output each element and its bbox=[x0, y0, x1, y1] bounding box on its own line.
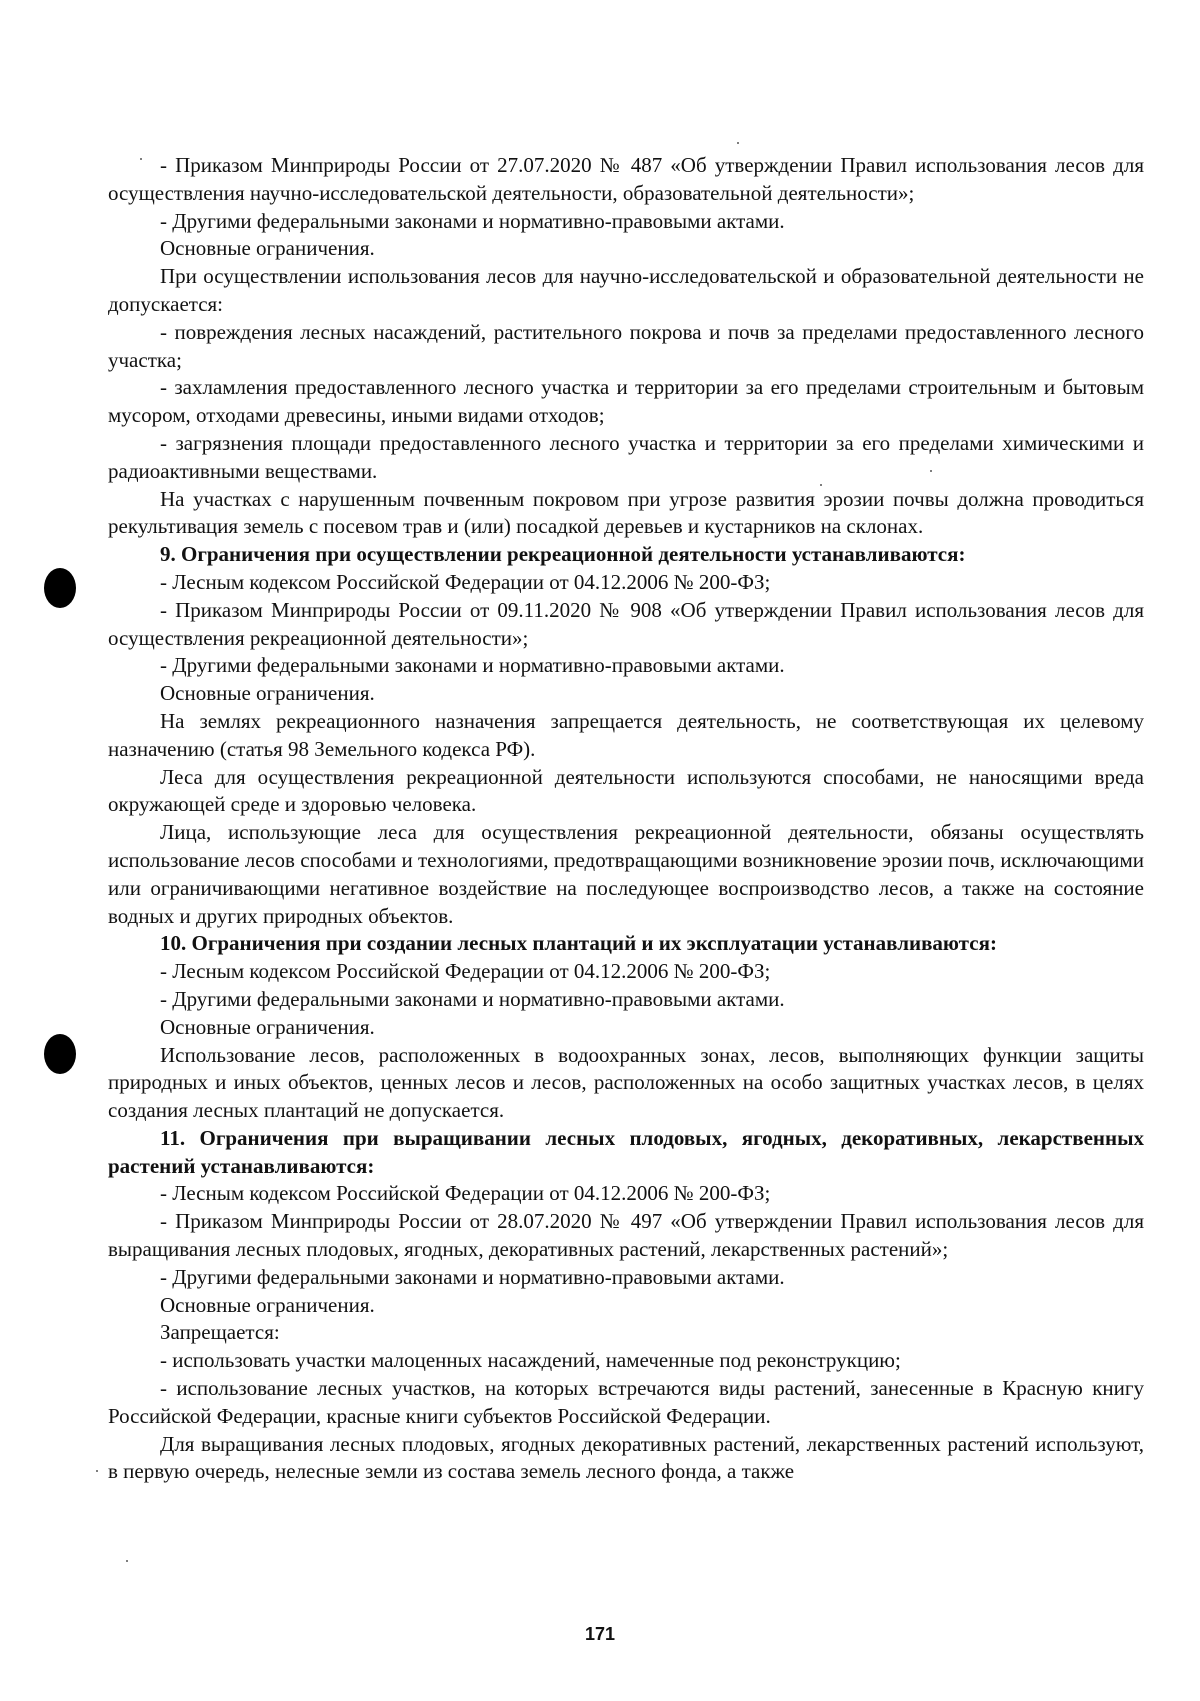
paragraph: Лица, использующие леса для осуществления рекреационной деятельности, обязаны осуществлять использование лесов способами и технологиями, предотвращающими возникновение эрозии почв, исключающими или ограничивающими негативное воздействие на последующее воспроизводство лесов, а также на состояние водных и других природных объектов. bbox=[108, 820, 1144, 928]
paragraph: Основные ограничения. bbox=[160, 1292, 375, 1317]
paragraph: - Другими федеральными законами и нормативно-правовыми актами. bbox=[160, 1264, 785, 1289]
paragraph: - Приказом Минприроды России от 09.11.2020 № 908 «Об утверждении Правил использования лесов для осуществления рекреационной деятельности»; bbox=[108, 597, 1144, 650]
paragraph: - захламления предоставленного лесного участка и территории за его пределами строительным и бытовым мусором, отходами древесины, иными видами отходов; bbox=[108, 375, 1144, 428]
paragraph: При осуществлении использования лесов для научно-исследовательской и образовательной деятельности не допускается: bbox=[108, 264, 1144, 316]
paragraph: - Другими федеральными законами и нормативно-правовыми актами. bbox=[160, 208, 785, 233]
paragraph: - повреждения лесных насаждений, растительного покрова и почв за пределами предоставленного лесного участка; bbox=[108, 319, 1144, 372]
punch-hole-top bbox=[44, 568, 76, 608]
paragraph: На участках с нарушенным почвенным покровом при угрозе развития эрозии почвы должна проводиться рекультивация земель с посевом трав и (или) посадкой деревьев и кустарников на склонах. bbox=[108, 486, 1144, 539]
section-heading: 9. Ограничения при осуществлении рекреационной деятельности устанавливаются: bbox=[160, 542, 966, 567]
paragraph: Основные ограничения. bbox=[160, 1014, 375, 1039]
paragraph: - Приказом Минприроды России от 28.07.2020 № 497 «Об утверждении Правил использования лесов для выращивания лесных плодовых, ягодных, декоративных растений, лекарственных растений»; bbox=[108, 1209, 1144, 1262]
paragraph: - загрязнения площади предоставленного лесного участка и территории за его пределами химическими и радиоактивными веществами. bbox=[108, 430, 1144, 483]
paragraph: Леса для осуществления рекреационной деятельности используются способами, не наносящими вреда окружающей среде и здоровью человека. bbox=[108, 764, 1144, 817]
paragraph: Использование лесов, расположенных в водоохранных зонах, лесов, выполняющих функции защиты природных и иных объектов, ценных лесов и лесов, расположенных на особо защитных участках лесов, в целях создания лесных плантаций не допускается. bbox=[108, 1042, 1144, 1123]
scan-speck bbox=[126, 1560, 128, 1562]
paragraph: На землях рекреационного назначения запрещается деятельность, не соответствующая их целевому назначению (статья 98 Земельного кодекса РФ). bbox=[108, 708, 1144, 761]
paragraph: Для выращивания лесных плодовых, ягодных декоративных растений, лекарственных растений используют, в первую очередь, нелесные земли из состава земель лесного фонда, а также bbox=[108, 1431, 1144, 1484]
paragraph: - Другими федеральными законами и нормативно-правовыми актами. bbox=[160, 986, 785, 1011]
paragraph: Запрещается: bbox=[160, 1320, 280, 1345]
paragraph: - Другими федеральными законами и нормативно-правовыми актами. bbox=[160, 653, 785, 678]
paragraph: - Лесным кодексом Российской Федерации от 04.12.2006 № 200-ФЗ; bbox=[160, 1181, 771, 1206]
document-body bbox=[108, 152, 1144, 1486]
punch-hole-bottom bbox=[44, 1034, 76, 1074]
paragraph: - Лесным кодексом Российской Федерации от 04.12.2006 № 200-ФЗ; bbox=[160, 959, 771, 984]
paragraph: - Лесным кодексом Российской Федерации от 04.12.2006 № 200-ФЗ; bbox=[160, 569, 771, 594]
paragraph: - использование лесных участков, на которых встречаются виды растений, занесенные в Красную книгу Российской Федерации, красные книги субъектов Российской Федерации. bbox=[108, 1376, 1144, 1428]
scan-speck bbox=[96, 1470, 98, 1472]
page-number: 171 bbox=[584, 1624, 616, 1644]
paragraph: Основные ограничения. bbox=[160, 681, 375, 706]
section-heading: 11. Ограничения при выращивании лесных плодовых, ягодных, декоративных, лекарственных растений устанавливаются: bbox=[108, 1125, 1144, 1178]
paragraph: - Приказом Минприроды России от 27.07.2020 № 487 «Об утверждении Правил использования лесов для осуществления научно-исследовательской деятельности, образовательной деятельности»; bbox=[108, 153, 1144, 205]
section-heading: 10. Ограничения при создании лесных плантаций и их эксплуатации устанавливаются: bbox=[160, 931, 997, 956]
paragraph: - использовать участки малоценных насаждений, намеченные под реконструкцию; bbox=[160, 1348, 901, 1373]
paragraph: Основные ограничения. bbox=[160, 236, 375, 261]
scan-speck bbox=[737, 142, 739, 144]
